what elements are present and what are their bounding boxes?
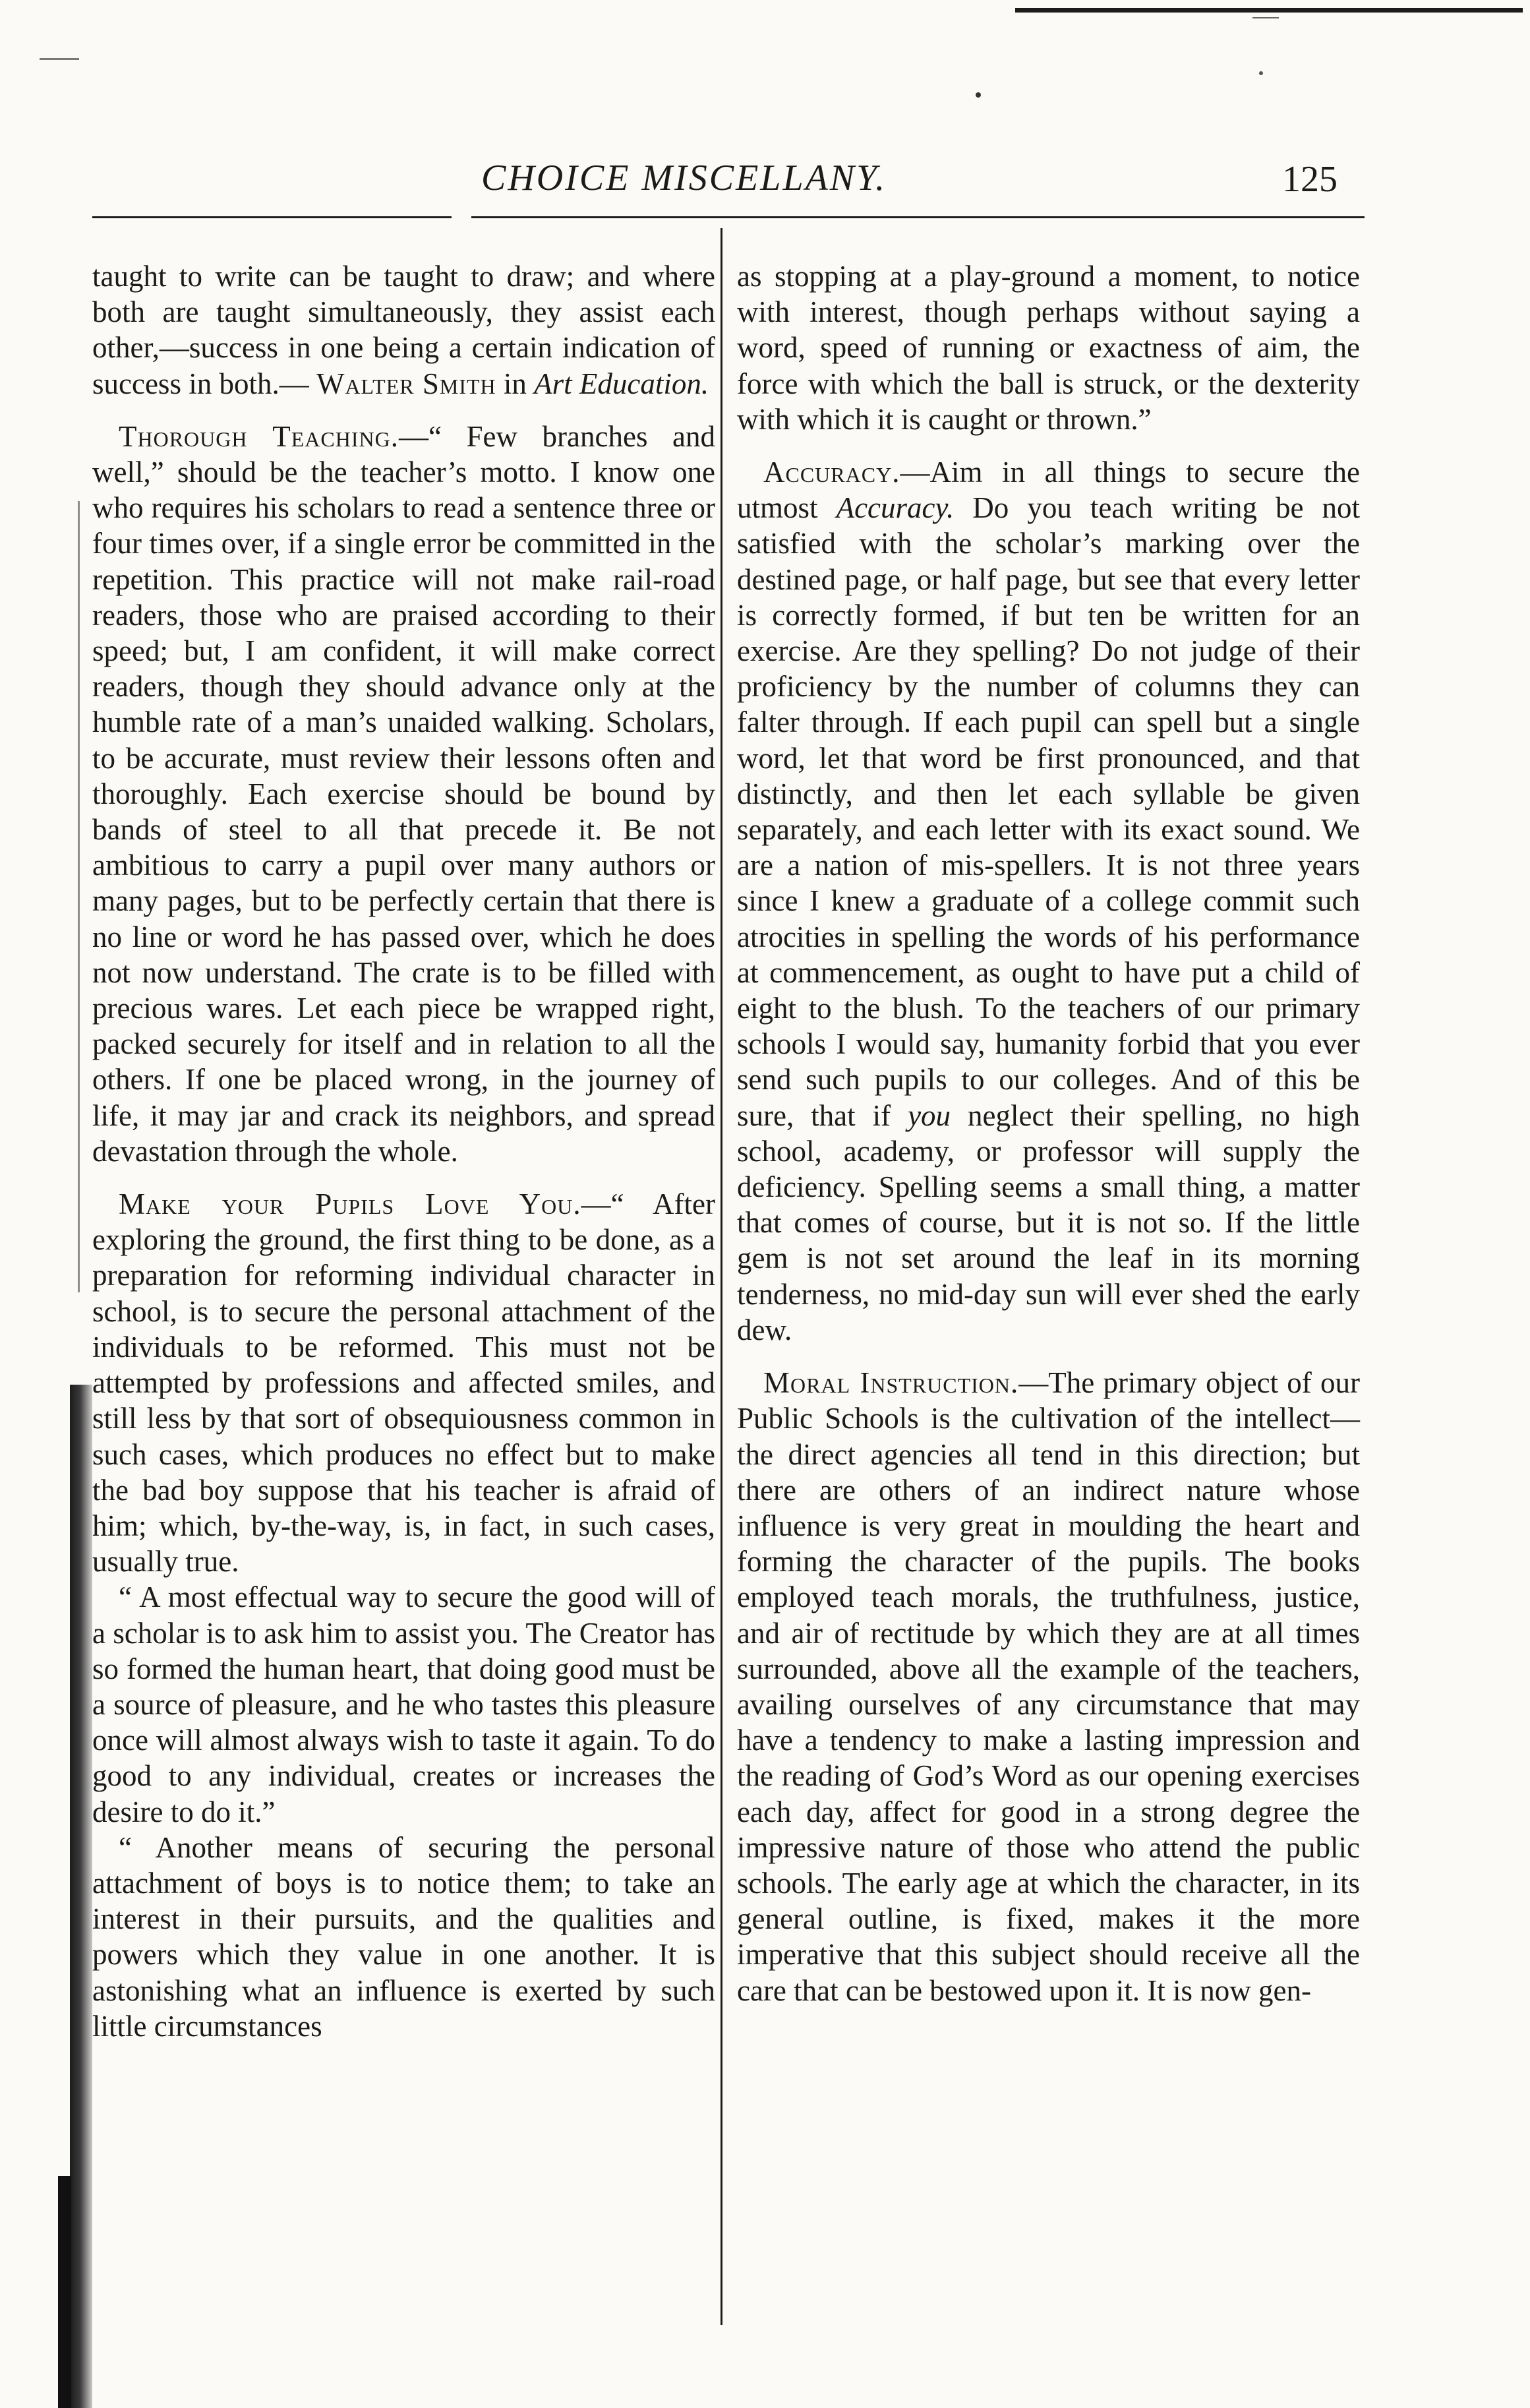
column-divider — [721, 228, 722, 2325]
paragraph-thorough-teaching: Thorough Teaching.—“ Few branches and well,” should be the teacher’s motto. I know one who requires his scholars to read a sentence three or four times over, if a single error be committed in the repetition. This practice will not make rail-road readers, those who are praised according to their speed; but, I am confident, it will make correct readers, though they should advance only at the humble rate of a man’s unaided walking. Scholars, to be accurate, must review their lessons often and thoroughly. Each exercise should be bound by bands of steel to all that precede it. Be not ambitious to carry a pupil over many authors or many pages, but to be perfectly certain that there is no line or word he has passed over, which he does not now understand. The crate is to be filled with precious wares. Let each piece be wrapped right, packed securely for itself and in relation to all the others. If one be placed wrong, in the journey of life, it may jar and crack its neighbors, and spread devastation through the whole. — [92, 419, 715, 1168]
section-heading: Moral Instruction. — [763, 1366, 1019, 1400]
header-rule-left — [92, 216, 452, 218]
speck — [976, 92, 981, 98]
paragraph-moral-instruction: Moral Instruction.—The primary object of our Public Schools is the cultivation of the intellect—the direct agencies all tend in this direction; but there are others of an indirect nature whose influence is very great in moulding the heart and forming the character of the pupils. The books employed teach morals, the truthfulness, justice, and air of rectitude by which they are at all times surrounded, above all the example of the teachers, availing ourselves of any circumstance that may have a tendency to make a lasting impression and the reading of God’s Word as our opening exercises each day, affect for good in a strong degree the impressive nature of those who attend the public schools. The early age at which the character, in its general outline, is fixed, makes it the more imperative that this subject should receive all the care that can be bestowed upon it. It is now gen- — [737, 1366, 1360, 2007]
paragraph-accuracy: Accuracy.—Aim in all things to secure the utmost Accuracy. Do you teach writing be not satisfied with the scholar’s marking over the destined page, or half page, but see that every letter is correctly formed, if but ten be written for an exercise. Are they spelling? Do not judge of their proficiency by the number of columns they can falter through. If each pupil can spell but a single word, let that word be first pronounced, and that distinctly, and then let each syllable be given separately, and each letter with its exact sound. We are a nation of mis-spellers. It is not three years since I knew a graduate of a college commit such atrocities in spelling the words of his performance at commencement, as ought to have put a child of eight to the blush. To the teachers of our primary schools I would say, humanity forbid that you ever send such pupils to our colleges. And of this be sure, that if you neglect their spelling, no high school, academy, or professor will supply the deficiency. Spelling seems a small thing, a matter that comes of course, but it is not so. If the little gem is not set around the leaf in its morning tenderness, no mid-day sun will ever shed the early dew. — [737, 456, 1360, 1346]
emphasis: you — [908, 1099, 951, 1132]
header-rule-right — [471, 216, 1365, 218]
paragraph-quote-good-will: “ A most effectual way to secure the good will of a scholar is to ask him to assist you. The Creator has so formed the human heart, that doing good must be a source of pleasure, and he who tastes this pleasure once will almost always wish to taste it again. To do good to any individual, creates or increases the desire to do it.” — [92, 1580, 715, 1828]
binding-shadow — [58, 2176, 71, 2408]
emphasis: Accuracy. — [836, 491, 955, 525]
paragraph-art-education: taught to write can be taught to draw; and where both are taught simultaneously, they assist each other,—success in one being a certain indication of success in both.— Walter Smith in Art Education. — [92, 260, 715, 400]
page-number: 125 — [1282, 159, 1338, 200]
top-edge-rule — [1015, 8, 1523, 13]
paragraph-quote-attachment: “ Another means of securing the personal attachment of boys is to notice them; to take an interest in their pursuits, and the qualities and powers which they value in one another. It is astonishing what an influence is exerted by such little circumstances — [92, 1830, 715, 2043]
speck — [1259, 71, 1263, 75]
right-column — [737, 258, 1360, 2008]
margin-mark — [78, 501, 80, 1292]
top-edge-mark — [1252, 17, 1279, 18]
paragraph-love-you: Make your Pupils Love You.—“ After exploring the ground, the first thing to be done, as a preparation for reforming individual character in school, is to secure the personal attachment of the individuals to be reformed. This must not be attempted by professions and affected smiles, and still less by that sort of obsequiousness common in such cases, which produces no effect but to make the bad boy suppose that his teacher is afraid of him; which, by-the-way, is, in fact, in such cases, usually true. — [92, 1188, 715, 1579]
page-header — [0, 157, 1530, 216]
paragraph-continuation: as stopping at a play-ground a moment, to notice with interest, though perhaps without saying a word, speed of running or exactness of aim, the force with which the ball is struck, or the dexterity with which it is caught or thrown.” — [737, 260, 1360, 436]
binding-shadow — [70, 1385, 92, 2408]
running-title: CHOICE MISCELLANY. — [481, 158, 887, 198]
section-heading: Thorough Teaching. — [119, 419, 399, 453]
source-title: Art Education. — [534, 367, 709, 400]
corner-mark — [40, 58, 79, 60]
left-column — [92, 258, 715, 2044]
section-heading: Make your Pupils Love You. — [119, 1188, 581, 1221]
author-name: Walter Smith — [316, 367, 496, 400]
section-heading: Accuracy. — [763, 456, 900, 489]
